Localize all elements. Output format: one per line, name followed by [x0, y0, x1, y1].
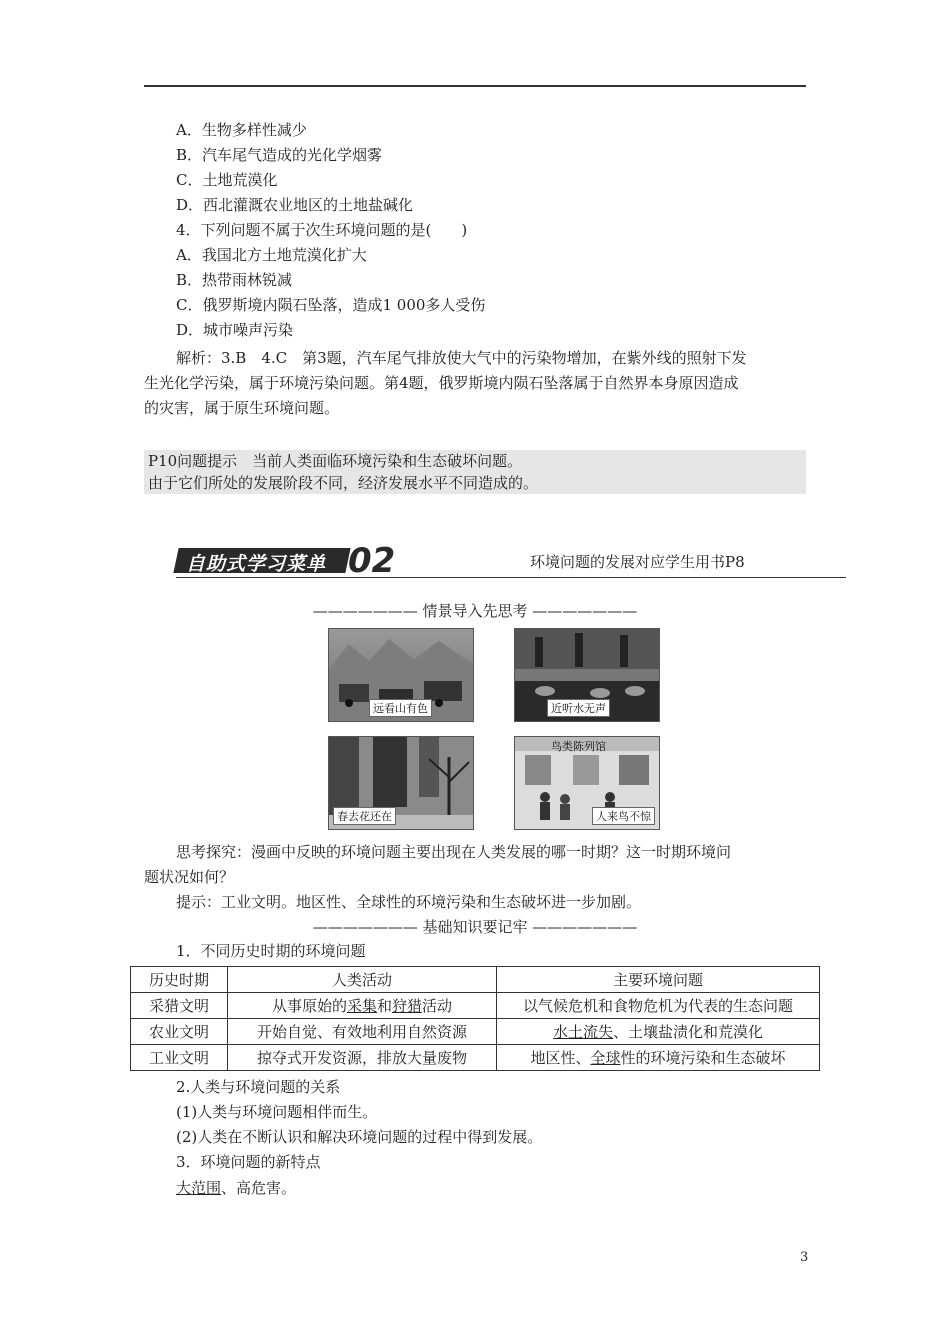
comic-sign-4: 鸟类陈列馆 — [551, 740, 606, 753]
history-table — [130, 966, 820, 1071]
think-line-2: 题状况如何？ — [144, 868, 235, 886]
section-3-title: 3．环境问题的新特点 — [176, 1153, 321, 1171]
analysis-line-1: 解析：3.B 4.C 第3题，汽车尾气排放使大气中的污染物增加，在紫外线的照射下发 — [176, 349, 747, 367]
table-cell-activity: 开始自觉、有效地利用自然资源 — [228, 1019, 497, 1045]
table-header: 主要环境问题 — [497, 967, 820, 993]
divider-basics: ——————— 基础知识要记牢 ——————— — [312, 918, 638, 936]
section-2-item-2: (2)人类在不断认识和解决环境问题的过程中得到发展。 — [176, 1128, 543, 1146]
comic-picture-4 — [514, 736, 660, 830]
q4-option-b: B．热带雨林锐减 — [176, 271, 293, 289]
q4-option-a: A．我国北方土地荒漠化扩大 — [176, 246, 367, 264]
q4-option-c: C．俄罗斯境内陨石坠落，造成1 000多人受伤 — [176, 296, 486, 314]
option-d: D．西北灌溉农业地区的土地盐碱化 — [176, 196, 414, 214]
section-3-answer: 大范围、高危害。 — [176, 1179, 297, 1197]
comic-caption-1: 远看山有色 — [369, 699, 432, 717]
analysis-line-2: 生光化学污染，属于环境污染问题。第4题，俄罗斯境内陨石坠落属于自然界本身原因造成 — [144, 374, 739, 392]
hint-line-1: P10问题提示 当前人类面临环境污染和生态破坏问题。 — [148, 452, 523, 470]
tip-text: 提示：工业文明。地区性、全球性的环境污染和生态破坏进一步加剧。 — [176, 893, 642, 911]
section-2-item-1: (1)人类与环境问题相伴而生。 — [176, 1103, 378, 1121]
table-cell-problem: 地区性、全球性的环境污染和生态破坏 — [497, 1045, 820, 1071]
menu-subtitle: 环境问题的发展对应学生用书P8 — [530, 553, 745, 571]
table-cell-period: 采猎文明 — [131, 993, 228, 1019]
table-row — [131, 1019, 820, 1045]
menu-title: 自助式学习菜单 — [186, 553, 327, 575]
table-cell-period: 农业文明 — [131, 1019, 228, 1045]
comic-picture-2 — [514, 628, 660, 722]
table-row — [131, 993, 820, 1019]
table-cell-problem: 以气候危机和食物危机为代表的生态问题 — [497, 993, 820, 1019]
option-c: C．土地荒漠化 — [176, 171, 278, 189]
table-cell-period: 工业文明 — [131, 1045, 228, 1071]
question-4: 4．下列问题不属于次生环境问题的是( ) — [176, 221, 468, 239]
q4-option-d: D．城市噪声污染 — [176, 321, 294, 339]
comic-picture-3 — [328, 736, 474, 830]
section-2-title: 2.人类与环境问题的关系 — [176, 1078, 341, 1096]
menu-number: 02 — [348, 541, 396, 581]
comic-caption-2: 近听水无声 — [547, 699, 610, 717]
hint-line-2: 由于它们所处的发展阶段不同，经济发展水平不同造成的。 — [148, 474, 539, 492]
comic-picture-1 — [328, 628, 474, 722]
section-1-title: 1．不同历史时期的环境问题 — [176, 942, 366, 960]
analysis-line-3: 的灾害，属于原生环境问题。 — [144, 399, 340, 417]
menu-banner — [176, 541, 396, 581]
table-header-row — [131, 967, 820, 993]
comic-caption-3: 春去花还在 — [333, 807, 396, 825]
page-number: 3 — [800, 1250, 809, 1265]
section-rule — [176, 577, 846, 578]
table-cell-activity: 从事原始的采集和狩猎活动 — [228, 993, 497, 1019]
think-line-1: 思考探究：漫画中反映的环境问题主要出现在人类发展的哪一时期？这一时期环境问 — [176, 843, 732, 861]
divider-scene: ——————— 情景导入先思考 ——————— — [312, 602, 638, 620]
hint-box — [144, 450, 806, 494]
table-cell-problem: 水土流失、土壤盐渍化和荒漠化 — [497, 1019, 820, 1045]
header-rule — [144, 85, 806, 87]
table-row — [131, 1045, 820, 1071]
table-header: 人类活动 — [228, 967, 497, 993]
comic-caption-4: 人来鸟不惊 — [592, 807, 655, 825]
option-b: B．汽车尾气造成的光化学烟雾 — [176, 146, 383, 164]
table-header: 历史时期 — [131, 967, 228, 993]
option-a: A．生物多样性减少 — [176, 121, 307, 139]
table-cell-activity: 掠夺式开发资源，排放大量废物 — [228, 1045, 497, 1071]
